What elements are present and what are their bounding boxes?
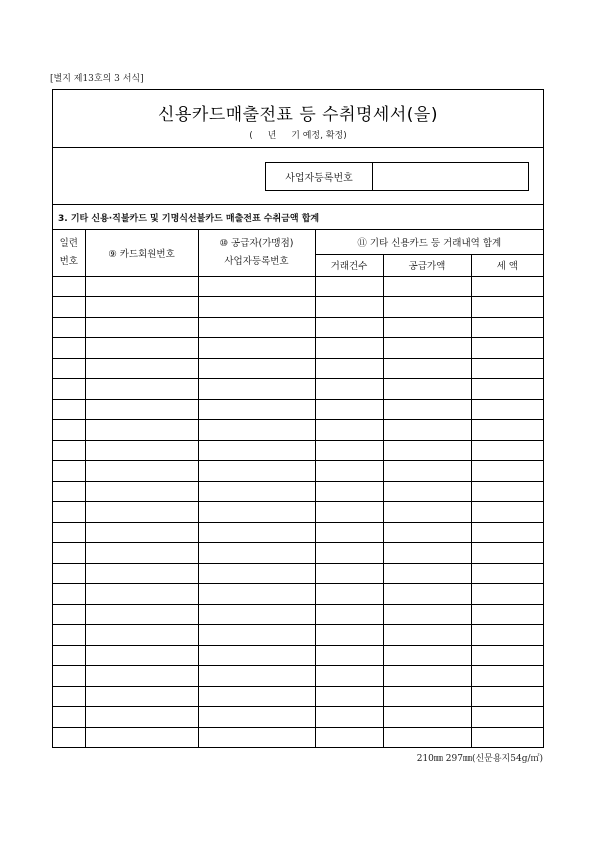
cell-card-number[interactable] — [85, 502, 198, 523]
cell-card-number[interactable] — [85, 399, 198, 420]
cell-supply-amount[interactable] — [383, 358, 471, 379]
cell-tax[interactable] — [471, 502, 543, 523]
table-row — [53, 420, 543, 441]
cell-serial[interactable] — [53, 297, 85, 318]
cell-supplier-reg[interactable] — [198, 625, 315, 646]
cell-supply-amount[interactable] — [383, 461, 471, 482]
col-card-number-header: ⑨ 카드회원번호 — [85, 230, 198, 276]
cell-count[interactable] — [315, 563, 383, 584]
col-supply-amount-header: 공급가액 — [383, 254, 471, 276]
form-subtitle — [53, 128, 543, 141]
cell-tax[interactable] — [471, 358, 543, 379]
cell-count[interactable] — [315, 399, 383, 420]
cell-supplier-reg[interactable] — [198, 461, 315, 482]
table-row — [53, 338, 543, 359]
col-supplier-header — [198, 230, 315, 276]
cell-card-number[interactable] — [85, 543, 198, 564]
cell-serial[interactable] — [53, 440, 85, 461]
table-row — [53, 276, 543, 297]
table-row — [53, 563, 543, 584]
cell-card-number[interactable] — [85, 276, 198, 297]
cell-card-number[interactable] — [85, 604, 198, 625]
cell-supplier-reg[interactable] — [198, 686, 315, 707]
cell-tax[interactable] — [471, 399, 543, 420]
col-serial-line1: 일련 — [59, 237, 78, 249]
receipt-table — [53, 230, 543, 747]
cell-supply-amount[interactable] — [383, 584, 471, 605]
cell-supply-amount[interactable] — [383, 645, 471, 666]
cell-supplier-reg[interactable] — [198, 522, 315, 543]
table-row — [53, 461, 543, 482]
cell-tax[interactable] — [471, 543, 543, 564]
cell-tax[interactable] — [471, 379, 543, 400]
cell-card-number[interactable] — [85, 358, 198, 379]
cell-tax[interactable] — [471, 461, 543, 482]
registration-row — [53, 148, 543, 205]
cell-supplier-reg[interactable] — [198, 707, 315, 728]
table-row — [53, 317, 543, 338]
cell-count[interactable] — [315, 543, 383, 564]
cell-count[interactable] — [315, 461, 383, 482]
cell-count[interactable] — [315, 420, 383, 441]
cell-supplier-reg[interactable] — [198, 481, 315, 502]
table-row — [53, 297, 543, 318]
cell-card-number[interactable] — [85, 727, 198, 747]
cell-card-number[interactable] — [85, 420, 198, 441]
cell-tax[interactable] — [471, 276, 543, 297]
cell-serial[interactable] — [53, 645, 85, 666]
cell-serial[interactable] — [53, 481, 85, 502]
cell-count[interactable] — [315, 645, 383, 666]
col-serial-line2: 번호 — [59, 255, 78, 267]
cell-supplier-reg[interactable] — [198, 584, 315, 605]
cell-supplier-reg[interactable] — [198, 645, 315, 666]
cell-count[interactable] — [315, 317, 383, 338]
table-row — [53, 379, 543, 400]
cell-card-number[interactable] — [85, 338, 198, 359]
form-title: 신용카드매출전표 등 수취명세서(을) — [158, 105, 438, 125]
cell-tax[interactable] — [471, 338, 543, 359]
table-row — [53, 707, 543, 728]
table-row — [53, 645, 543, 666]
cell-count[interactable] — [315, 666, 383, 687]
cell-tax[interactable] — [471, 604, 543, 625]
cell-supply-amount[interactable] — [383, 686, 471, 707]
cell-serial[interactable] — [53, 461, 85, 482]
cell-serial[interactable] — [53, 502, 85, 523]
cell-supply-amount[interactable] — [383, 338, 471, 359]
col-count-header: 거래건수 — [315, 254, 383, 276]
cell-supply-amount[interactable] — [383, 502, 471, 523]
title-section — [53, 90, 543, 148]
form-number-label: [별지 제13호의 3 서식] — [50, 74, 144, 84]
cell-count[interactable] — [315, 379, 383, 400]
cell-supply-amount[interactable] — [383, 297, 471, 318]
cell-serial[interactable] — [53, 358, 85, 379]
cell-count[interactable] — [315, 358, 383, 379]
cell-card-number[interactable] — [85, 584, 198, 605]
cell-count[interactable] — [315, 276, 383, 297]
cell-supply-amount[interactable] — [383, 399, 471, 420]
cell-tax[interactable] — [471, 481, 543, 502]
subtitle-open-paren: ( — [249, 131, 253, 141]
cell-serial[interactable] — [53, 420, 85, 441]
cell-serial[interactable] — [53, 399, 85, 420]
cell-card-number[interactable] — [85, 379, 198, 400]
cell-supplier-reg[interactable] — [198, 276, 315, 297]
registration-box — [265, 162, 529, 191]
table-row — [53, 522, 543, 543]
table-row — [53, 543, 543, 564]
cell-serial[interactable] — [53, 379, 85, 400]
cell-supplier-reg[interactable] — [198, 379, 315, 400]
table-row — [53, 481, 543, 502]
cell-tax[interactable] — [471, 727, 543, 747]
cell-serial[interactable] — [53, 686, 85, 707]
cell-tax[interactable] — [471, 686, 543, 707]
cell-tax[interactable] — [471, 522, 543, 543]
cell-tax[interactable] — [471, 440, 543, 461]
cell-supply-amount[interactable] — [383, 522, 471, 543]
cell-serial[interactable] — [53, 338, 85, 359]
cell-serial[interactable] — [53, 563, 85, 584]
cell-supply-amount[interactable] — [383, 604, 471, 625]
cell-serial[interactable] — [53, 584, 85, 605]
cell-serial[interactable] — [53, 543, 85, 564]
cell-count[interactable] — [315, 297, 383, 318]
cell-serial[interactable] — [53, 317, 85, 338]
cell-tax[interactable] — [471, 563, 543, 584]
cell-serial[interactable] — [53, 707, 85, 728]
cell-tax[interactable] — [471, 317, 543, 338]
cell-count[interactable] — [315, 440, 383, 461]
cell-card-number[interactable] — [85, 625, 198, 646]
cell-tax[interactable] — [471, 584, 543, 605]
cell-count[interactable] — [315, 686, 383, 707]
subtitle-period-unit: 기 예정, 확정) — [291, 131, 347, 141]
registration-label: 사업자등록번호 — [266, 163, 373, 190]
cell-tax[interactable] — [471, 666, 543, 687]
col-serial-header — [53, 230, 85, 276]
cell-serial[interactable] — [53, 604, 85, 625]
cell-count[interactable] — [315, 604, 383, 625]
cell-supply-amount[interactable] — [383, 727, 471, 747]
cell-card-number[interactable] — [85, 686, 198, 707]
cell-supplier-reg[interactable] — [198, 543, 315, 564]
cell-card-number[interactable] — [85, 563, 198, 584]
col-totals-group-header: ⑪ 기타 신용카드 등 거래내역 합계 — [315, 230, 543, 254]
table-row — [53, 502, 543, 523]
cell-card-number[interactable] — [85, 645, 198, 666]
cell-supplier-reg[interactable] — [198, 563, 315, 584]
cell-supplier-reg[interactable] — [198, 399, 315, 420]
cell-supply-amount[interactable] — [383, 707, 471, 728]
col-tax-header: 세 액 — [471, 254, 543, 276]
cell-supplier-reg[interactable] — [198, 338, 315, 359]
paper-size-note: 210㎜ 297㎜(신문용지54g/㎡) — [416, 754, 543, 764]
registration-number-field[interactable] — [373, 163, 528, 190]
cell-card-number[interactable] — [85, 707, 198, 728]
table-row — [53, 727, 543, 747]
cell-supplier-reg[interactable] — [198, 666, 315, 687]
cell-card-number[interactable] — [85, 461, 198, 482]
subtitle-year-unit: 년 — [267, 131, 277, 141]
cell-supply-amount[interactable] — [383, 481, 471, 502]
col-supplier-line1: ⑩ 공급자(가맹점) — [219, 237, 294, 249]
cell-card-number[interactable] — [85, 666, 198, 687]
cell-supplier-reg[interactable] — [198, 297, 315, 318]
cell-serial[interactable] — [53, 625, 85, 646]
cell-supplier-reg[interactable] — [198, 502, 315, 523]
cell-supplier-reg[interactable] — [198, 317, 315, 338]
cell-tax[interactable] — [471, 645, 543, 666]
cell-supply-amount[interactable] — [383, 666, 471, 687]
cell-count[interactable] — [315, 502, 383, 523]
cell-supply-amount[interactable] — [383, 276, 471, 297]
cell-tax[interactable] — [471, 420, 543, 441]
cell-supply-amount[interactable] — [383, 420, 471, 441]
cell-count[interactable] — [315, 584, 383, 605]
cell-count[interactable] — [315, 481, 383, 502]
table-row — [53, 666, 543, 687]
cell-supply-amount[interactable] — [383, 563, 471, 584]
table-row — [53, 625, 543, 646]
table-row — [53, 399, 543, 420]
cell-card-number[interactable] — [85, 297, 198, 318]
cell-supplier-reg[interactable] — [198, 440, 315, 461]
table-row — [53, 604, 543, 625]
cell-count[interactable] — [315, 625, 383, 646]
cell-tax[interactable] — [471, 707, 543, 728]
cell-card-number[interactable] — [85, 522, 198, 543]
table-row — [53, 686, 543, 707]
cell-supplier-reg[interactable] — [198, 420, 315, 441]
cell-serial[interactable] — [53, 666, 85, 687]
table-row — [53, 584, 543, 605]
table-row — [53, 440, 543, 461]
cell-card-number[interactable] — [85, 481, 198, 502]
form-frame — [52, 89, 544, 748]
col-supplier-line2: 사업자등록번호 — [224, 255, 289, 267]
cell-supply-amount[interactable] — [383, 543, 471, 564]
cell-serial[interactable] — [53, 522, 85, 543]
cell-card-number[interactable] — [85, 317, 198, 338]
cell-tax[interactable] — [471, 297, 543, 318]
cell-tax[interactable] — [471, 625, 543, 646]
cell-supplier-reg[interactable] — [198, 358, 315, 379]
cell-serial[interactable] — [53, 727, 85, 747]
section-title: 3. 기타 신용·직불카드 및 기명식선불카드 매출전표 수취금액 합계 — [53, 205, 543, 230]
cell-serial[interactable] — [53, 276, 85, 297]
cell-supply-amount[interactable] — [383, 317, 471, 338]
cell-count[interactable] — [315, 707, 383, 728]
cell-supply-amount[interactable] — [383, 440, 471, 461]
cell-count[interactable] — [315, 338, 383, 359]
cell-supplier-reg[interactable] — [198, 727, 315, 747]
table-row — [53, 358, 543, 379]
cell-count[interactable] — [315, 727, 383, 747]
cell-count[interactable] — [315, 522, 383, 543]
cell-card-number[interactable] — [85, 440, 198, 461]
table-body — [53, 276, 543, 747]
cell-supply-amount[interactable] — [383, 625, 471, 646]
cell-supplier-reg[interactable] — [198, 604, 315, 625]
cell-supply-amount[interactable] — [383, 379, 471, 400]
